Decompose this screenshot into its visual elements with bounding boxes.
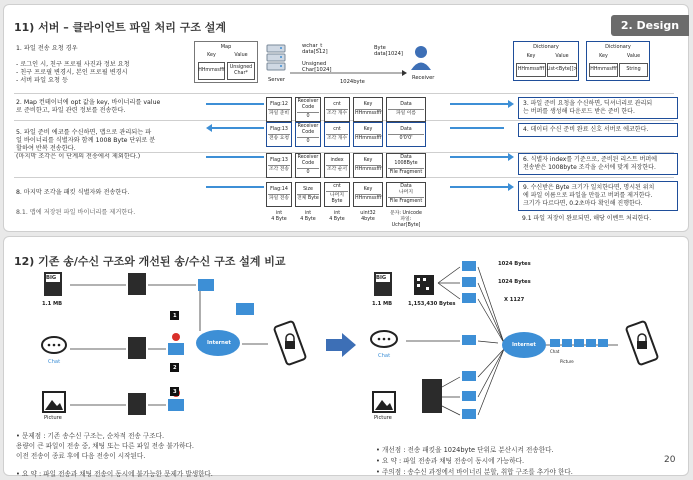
phone-lock-icon (270, 319, 310, 375)
map-value-value: Unsigned Char* (227, 62, 255, 80)
note-key: 요 약 (22, 470, 37, 478)
step-3-text: 3. 파일 준비 요청을 수신하면, 딕셔너리로 관리되 는 버퍼를 생성해 다운로드 받은 준비 한다. (518, 97, 678, 119)
step-number-2: 2 (173, 365, 177, 371)
step-9-1-text: 9.1 파일 저장이 완료되면, 해당 이벤트 처리한다. (522, 215, 652, 222)
note-summary-right: • 요 약 : 파일 전송과 채팅 전송이 동시에 가능하다. (376, 457, 525, 465)
server-label: Server (268, 77, 286, 83)
step-number-3: 3 (173, 389, 177, 395)
packet-field-desc: 0 (306, 114, 310, 119)
dict-value-value: List<Byte[]> (547, 63, 577, 77)
map-key-value: HHmmssfff (198, 62, 225, 80)
field-size-label: int 4 Byte (271, 211, 287, 222)
packet-field-desc: 0'0'0' (399, 136, 413, 141)
dict-key-value: HHmmssfff (516, 63, 546, 77)
packet-field-name: Receiver Code (297, 124, 319, 138)
chat-label: Chat (48, 359, 61, 365)
packet-field-name: cnt (326, 102, 348, 110)
packet-field-name: Data 1008Byte (388, 155, 424, 169)
big-label: BIG (46, 275, 57, 281)
comparison-panel (3, 236, 689, 476)
packet-field-desc: HHmmssfff (355, 167, 382, 172)
packet-field-desc: 0 (306, 170, 310, 175)
chat-small-label: Chat (550, 349, 560, 354)
packet-field-name: index (326, 158, 348, 166)
picture-label: Picture (44, 415, 62, 421)
server-icon (266, 43, 286, 77)
server-client-design-panel (3, 4, 689, 232)
packet-field-desc: 파일 전송 (268, 196, 290, 201)
dict-value-header: Value (626, 54, 641, 59)
packet-field-desc: 전체 Byte (297, 196, 319, 201)
big-label: BIG (376, 275, 387, 281)
packet-field-desc: 0 (306, 139, 310, 144)
user-icon (410, 45, 432, 71)
picture-label: Picture (374, 415, 392, 421)
size-row (266, 211, 426, 229)
step-8-1-text: 8.1. 맵에 저장된 파일 바이너리를 제거한다. (16, 209, 136, 216)
step-9-text: 9. 수신받은 Byte 크기가 일치한다면, 명시된 위치 에 파일 이름으로 파일을 만들고 버퍼를 제거한다. 크기가 다르다면, 0.2초마다 확인해 진행한다. (518, 181, 678, 211)
map-key-header: Key (207, 53, 216, 58)
note-value: 송수신 과정에서 바이너리 분할, 취합 구조를 추가야 한다. (407, 468, 573, 476)
packet-field-desc: HHmmssfff (355, 196, 382, 201)
file-size-label: 1.1 MB (42, 301, 63, 307)
section-title-12: 12) 기존 송/수신 구조와 개선된 송/수신 구조 설계 비교 (14, 255, 286, 268)
packet-field-name: Receiver Code (297, 155, 319, 169)
packet-field-desc: 조각 개수 (326, 111, 348, 116)
field-size-label: uint32 4byte (360, 211, 376, 222)
note-key: 요 약 (382, 457, 397, 465)
packet-field-desc: 파일 준비 (268, 111, 290, 116)
internet-label: Internet (512, 342, 536, 348)
packet-field-desc: 조각 순서 (326, 167, 348, 172)
packet-field-name: Data 나머지 (388, 184, 424, 198)
step-5-text: 5. 파일 준비 에코를 수신하면, 맵으로 관리되는 파 일 바이너리를 식별자와 함께 1008 Byte 단위로 분 할하여 반복 전송한다. (마지막 조각은 이 단계의 전송에서 제외한다.) (16, 129, 156, 160)
map-title: Map (220, 44, 232, 50)
receiver-label: Receiver (412, 75, 435, 81)
note-problem: • 문제점 : 기존 송수신 구조는, 순차적 전송 구조다. 용량이 큰 파일이 전송 중, 채팅 또는 다른 파일 전송 불가하다. 이전 전송이 종료 후에 다음 전송이 시작된다. (16, 432, 195, 460)
packet-field-desc: 조각 개수 (326, 136, 348, 141)
packet-field-desc: 나머지 Byte (330, 193, 344, 204)
section-title-11: 11) 서버 – 클라이언트 파일 처리 구조 설계 (14, 21, 227, 34)
chat-icon (40, 335, 68, 357)
map-value-header: Value (234, 53, 248, 58)
chunk-size-2: 1024 Bytes (498, 279, 531, 285)
note-key: 개선점 (382, 446, 402, 454)
picture-icon (372, 391, 396, 413)
chat-label: Chat (378, 353, 391, 359)
dictionary-string-buffer (586, 41, 650, 81)
dict-value-header: Value (555, 54, 569, 59)
note-key: 주의점 (382, 468, 402, 476)
note-key: 문제점 (22, 432, 42, 440)
field-size-label: int 4 Byte (300, 211, 316, 222)
packet-field-name: Key (355, 187, 381, 195)
step-4-text: 4. 데이터 수신 준비 완료 신호 서버로 에코한다. (518, 123, 678, 137)
divider (14, 93, 674, 94)
packet-field-desc: HHmmssfff (355, 136, 382, 141)
packet-field-name: cnt (326, 127, 348, 135)
note-value: 기존 송수신 구조는, 순차적 전송 구조다. 용량이 큰 파일이 전송 중, 채팅 또는 다른 파일 전송 불가하다. 이전 전송이 종료 후에 다음 전송이 시작된다. (16, 432, 195, 460)
dict-key-header: Key (526, 54, 536, 59)
step-2-text: 2. Map 컨테이너에 opt 값을 key, 바이너리를 value 로 준비한고, 파일 관련 정보를 전송한다. (16, 99, 161, 114)
byte-size-label: 1,153,430 Bytes (408, 301, 456, 307)
step-number-1: 1 (173, 313, 177, 319)
map-container (194, 41, 258, 83)
note-caution: • 주의점 : 송수신 과정에서 바이너리 분할, 취합 구조를 추가야 한다. (376, 468, 573, 476)
dictionary-list-buffer (513, 41, 579, 81)
packet-field-name: Flag:14 (268, 187, 290, 195)
field-size-label: int 4 Byte (329, 211, 345, 222)
packet-field-name: Flag:12 (268, 102, 290, 110)
chunk-size-1: 1024 Bytes (498, 261, 531, 267)
dictionary-title: Dictionary (533, 44, 559, 50)
field-size-label: 문자: Unicode 파일: Uchar[Byte] (390, 211, 422, 228)
dict-key-header: Key (599, 54, 608, 59)
note-value: 전송 패킷을 1024byte 단위로 분산시켜 전송한다. (407, 446, 554, 454)
byte-data-label: Byte data[1024] (374, 45, 403, 57)
byte-size-label: 1024byte (340, 79, 365, 85)
packet-field-desc: File Fragment (389, 170, 423, 175)
packet-field-desc: 전송 요청 (268, 136, 290, 141)
phone-lock-icon (622, 319, 662, 375)
packet-field-name: cnt (326, 184, 348, 192)
page-number: 20 (664, 455, 676, 465)
packet-field-desc: 파일 이름 (395, 111, 417, 116)
step-1-text: 1. 파일 전송 요청 경우 - 로그인 시, 친구 프로필 사진과 정보 요청 - 친구 프로필 변경시, 본인 프로필 변경시 - 서버 파일 요청 등 (16, 45, 130, 84)
note-summary-left: • 요 약 : 파일 전송과 채팅 전송이 동시에 불가능한 문제가 발생한다. (16, 470, 213, 478)
packet-field-desc: HHmmssfff (355, 111, 382, 116)
packet-field-name: Receiver Code (297, 99, 319, 113)
picture-small-label: Picture (560, 359, 574, 364)
packet-field-name: Data (388, 127, 424, 135)
packet-field-desc: File Fragment (389, 199, 423, 204)
step-8-text: 8. 마지막 조각을 패킷 식별자와 전송한다. (16, 189, 130, 196)
file-size-label: 1.1 MB (372, 301, 393, 307)
design-badge: 2. Design (611, 15, 689, 36)
comparison-arrow (326, 333, 356, 357)
packet-field-name: Key (355, 127, 381, 135)
packet-field-name: Key (355, 158, 381, 166)
transfer-arrow (288, 67, 408, 79)
packet-field-desc: 조각 전송 (268, 167, 290, 172)
dictionary-title: Dictionary (605, 44, 631, 50)
internet-label: Internet (207, 340, 231, 346)
chunk-count: X 1127 (504, 297, 525, 303)
step-6-text: 6. 식별자 index를 기준으로, 준비된 리스트 버퍼에 전송받은 1008byte 조각을 순서에 맞게 저장한다. (518, 153, 678, 175)
note-value: 파일 전송과 채팅 전송이 동시에 불가능한 문제가 발생한다. (43, 470, 213, 478)
note-improvement: • 개선점 : 전송 패킷을 1024byte 단위로 분산시켜 전송한다. (376, 446, 554, 454)
packet-field-name: Data (388, 102, 424, 110)
flow-arrows (204, 95, 516, 193)
picture-icon (42, 391, 66, 413)
note-value: 파일 전송과 채팅 전송이 동시에 가능하다. (403, 457, 525, 465)
dict-key-value: HHmmssfff (589, 63, 618, 77)
packet-field-name: Size (297, 187, 319, 195)
packet-field-name: Key (355, 102, 381, 110)
packet-field-name: Flag:13 (268, 158, 290, 166)
dict-value-value: String (619, 63, 648, 77)
packet-field-name: Flag:13 (268, 127, 290, 135)
server-fields: wchar_t data[512] Unsigned Char[1024] (302, 43, 332, 73)
